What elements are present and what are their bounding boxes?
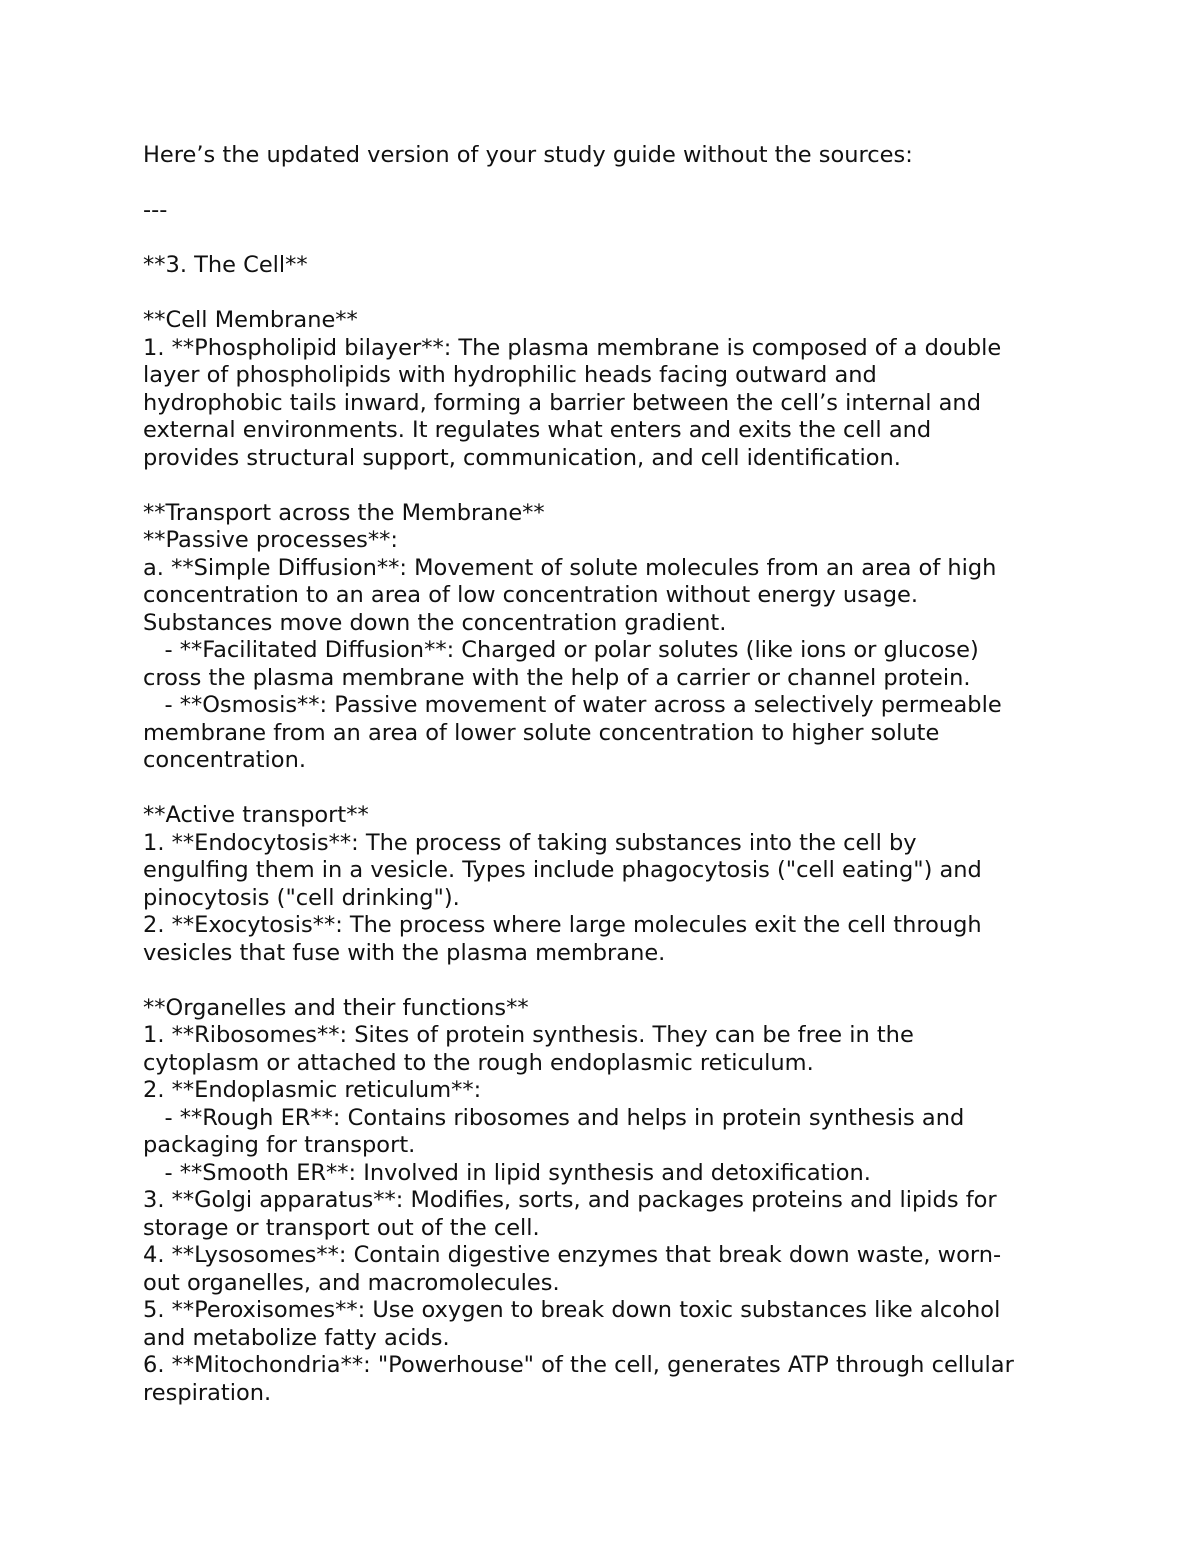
text-line: and metabolize fatty acids. (143, 1324, 450, 1351)
text-line: packaging for transport. (143, 1132, 416, 1158)
blank-line (143, 170, 1063, 198)
subheading-cell-membrane: **Cell Membrane** (143, 307, 358, 333)
text-line: - **Rough ER**: Contains ribosomes and helps in protein synthesis and (143, 1104, 965, 1131)
text-line: external environments. It regulates what enters and exits the cell and (143, 417, 932, 443)
section-heading: **3. The Cell** (143, 252, 308, 278)
text-line: concentration. (143, 747, 306, 773)
text-line: provides structural support, communication, and cell identification. (143, 444, 901, 471)
text-line: 1. **Endocytosis**: The process of taking substances into the cell by (143, 829, 917, 856)
text-line: vesicles that fuse with the plasma membrane. (143, 939, 666, 966)
text-line: 6. **Mitochondria**: "Powerhouse" of the cell, generates ATP through cellular (143, 1352, 1014, 1378)
text-line: 5. **Peroxisomes**: Use oxygen to break down toxic substances like alcohol (143, 1297, 1001, 1323)
text-line: concentration to an area of low concentration without energy usage. (143, 582, 918, 608)
text-line: 2. **Endoplasmic reticulum**: (143, 1077, 482, 1103)
text-line: a. **Simple Diffusion**: Movement of solute molecules from an area of high (143, 554, 997, 581)
text-line: - **Smooth ER**: Involved in lipid synthesis and detoxification. (143, 1159, 871, 1186)
subheading-organelles: **Organelles and their functions** (143, 994, 529, 1021)
separator-line: --- (143, 197, 168, 223)
text-line: 1. **Phospholipid bilayer**: The plasma membrane is composed of a double (143, 334, 1002, 361)
subheading-passive: **Passive processes**: (143, 527, 398, 553)
text-line: - **Facilitated Diffusion**: Charged or polar solutes (like ions or glucose) (143, 637, 979, 663)
text-line: respiration. (143, 1379, 272, 1406)
subheading-active-transport: **Active transport** (143, 802, 369, 828)
text-line: engulfing them in a vesicle. Types include phagocytosis ("cell eating") and (143, 857, 982, 883)
text-line: pinocytosis ("cell drinking"). (143, 884, 460, 911)
text-line: Substances move down the concentration gradient. (143, 609, 727, 636)
text-line: membrane from an area of lower solute concentration to higher solute (143, 719, 940, 746)
text-line: - **Osmosis**: Passive movement of water across a selectively permeable (143, 692, 1002, 718)
text-line: cross the plasma membrane with the help of a carrier or channel protein. (143, 664, 971, 691)
blank-line (143, 967, 1063, 995)
text-line: storage or transport out of the cell. (143, 1214, 540, 1241)
text-line: cytoplasm or attached to the rough endoplasmic reticulum. (143, 1049, 814, 1076)
text-line: hydrophobic tails inward, forming a barrier between the cell’s internal and (143, 389, 981, 416)
text-line: out organelles, and macromolecules. (143, 1269, 560, 1296)
intro-line: Here’s the updated version of your study guide without the sources: (143, 142, 913, 168)
document-body (143, 142, 1063, 1407)
text-line: 2. **Exocytosis**: The process where large molecules exit the cell through (143, 912, 982, 938)
blank-line (143, 225, 1063, 253)
blank-line (143, 280, 1063, 308)
blank-line (143, 472, 1063, 500)
text-line: 4. **Lysosomes**: Contain digestive enzymes that break down waste, worn- (143, 1242, 1002, 1268)
subheading-transport: **Transport across the Membrane** (143, 499, 545, 526)
text-line: 1. **Ribosomes**: Sites of protein synthesis. They can be free in the (143, 1022, 914, 1048)
text-line: layer of phospholipids with hydrophilic heads facing outward and (143, 362, 877, 388)
blank-line (143, 775, 1063, 803)
text-line: 3. **Golgi apparatus**: Modifies, sorts, and packages proteins and lipids for (143, 1187, 997, 1213)
